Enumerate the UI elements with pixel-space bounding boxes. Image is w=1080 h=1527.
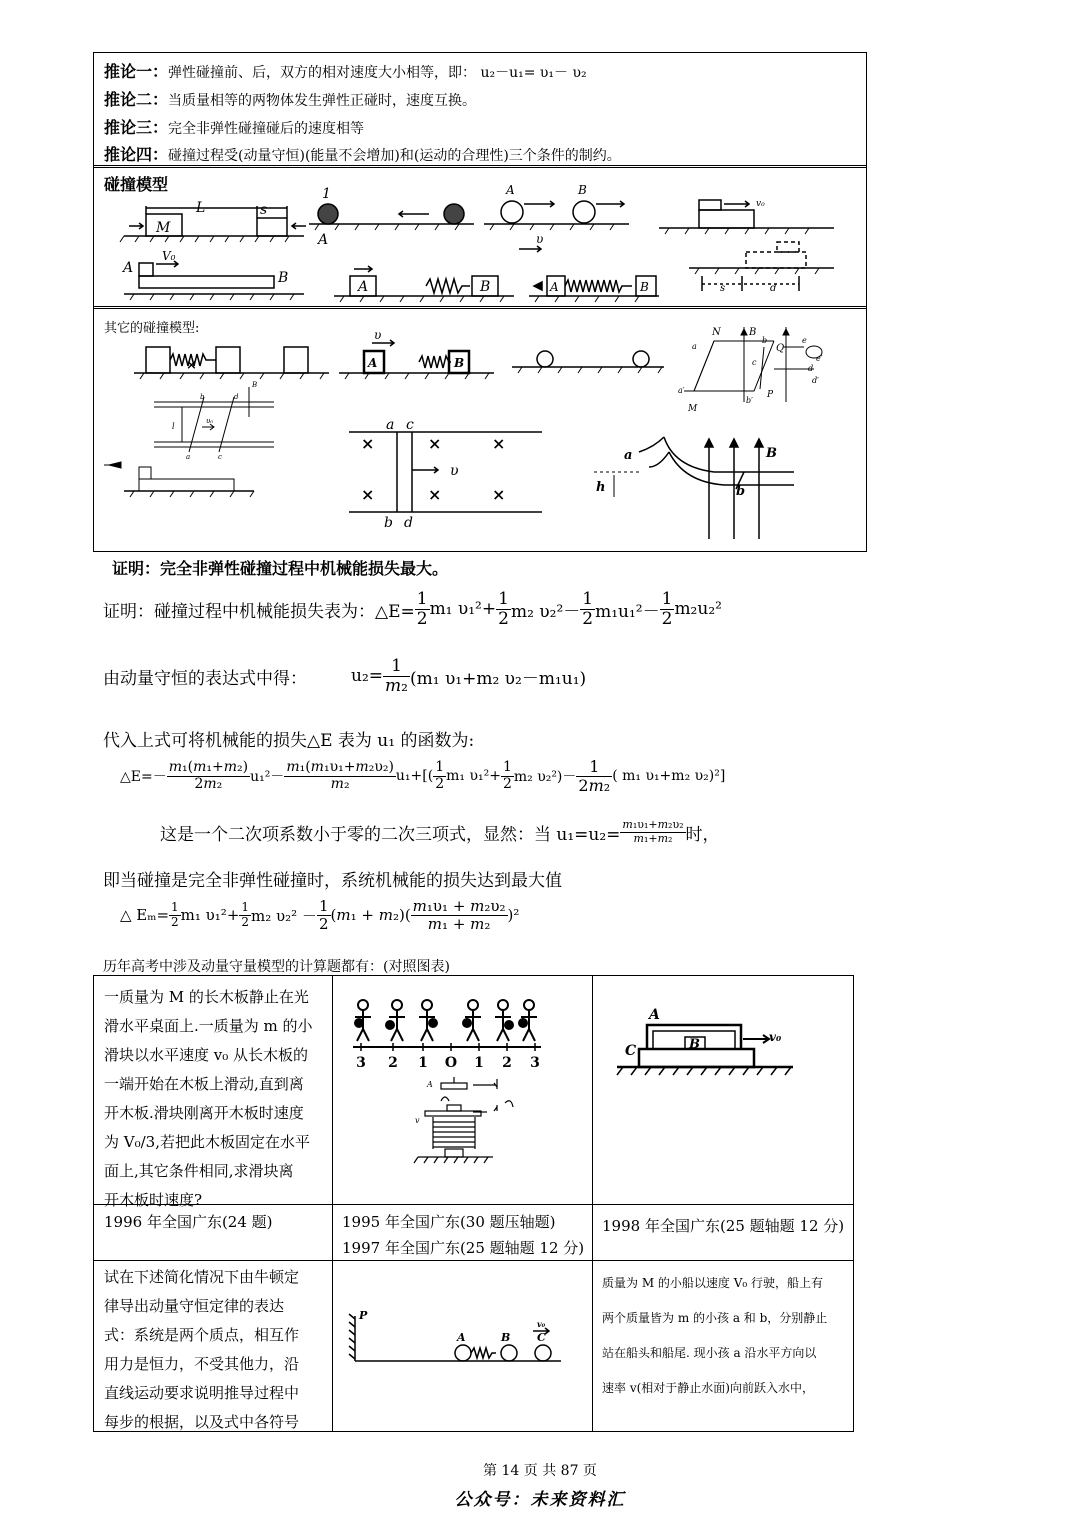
proof-line-5: 即当碰撞是完全非弹性碰撞时，系统机械能的损失达到最大值 [103,871,562,891]
om-label-e: e [802,336,807,345]
axis-label-3-left: 3 [356,1055,366,1071]
proof-line-4: 这是一个二次项系数小于零的二次三项式，显然：当 u₁=u₂= $\frac{\text{m₁υ₁+m₂υ₂}}{\text{m₁+m₂}}$ 时， [160,818,720,845]
axis-label-2-right: 2 [502,1055,512,1071]
proof-line-1: 证明：碰撞过程中机械能损失表为：△E= $\frac{1}{2}$ m₁ υ₁²+ $\frac{1}{2}$ m₂ υ₂²－ $\frac{1}{2}$ m₁u₁²－ $\frac{1}{2}$ m₂u₂² [103,588,722,629]
axis-label-2-left: 2 [388,1055,398,1071]
block-label-A: A [649,1007,660,1023]
models-title: 碰撞模型 [104,175,169,194]
om-label-c-field: c [406,417,414,433]
om-label-cc: c [218,453,222,461]
om-label-Bf: B [252,381,258,389]
q1-text: 一质量为 M 的长木板静止在光 滑水平桌面上.一质量为 m 的小 滑块以水平速度 v₀ 从长木板的 一端开始在木板上滑动,直到离 开木板.滑块刚离开木板时速度 为 V₀/3,若把此木板固定在水平 面上,其它条件相同,求滑块离 开木板时速度? [104,988,313,1209]
om-label-A: A [368,356,378,370]
model-label-s2: s [720,283,726,294]
corollary-2: 推论二：当质量相等的两物体发生弹性正碰时，速度互换。 [104,90,477,109]
track-label-C: C [537,1331,546,1344]
om-label-d-field: d [404,515,413,531]
model-label-d2: d [770,283,777,294]
svg-text:×: × [428,434,442,453]
om-label-P: P [767,390,774,400]
footer-brand: 公众号：未来资料汇 [454,1490,626,1510]
om-label-c: c [752,358,757,367]
track-label-B: B [501,1331,511,1344]
model-label-A4: A [358,279,369,295]
gaokao-table [93,975,854,1432]
proof-line-expansion: △E=－ $\frac{\text{m₁(m₁+m₂)}}{\text{2m₂}}$ u₁²－ $\frac{\text{m₁(m₁υ₁+m₂υ₂)}}{\text{m₂}}$ u₁+[( $\frac{1}{2}$ m₁ υ₁²+ $\frac{1}{2}$ m₂ υ₂²)－ $\frac{1}{\text{2m₂}}$ ( m₁ υ₁+m₂ υ₂)²] [120,756,726,795]
om-label-a-field: a [386,417,395,433]
block-label-B: B [689,1037,700,1052]
model-label-s: s [260,202,268,218]
q2-figure [333,1261,591,1431]
year-1995: 1995 年全国广东(30 题压轴题) [342,1213,556,1231]
om-label-dd: d [234,393,239,401]
om-label-B2: B [749,327,757,338]
svg-text:×: × [186,358,197,373]
om-label-d: d [808,364,814,373]
page-number: 第 14 页 共 87 页 [483,1463,597,1479]
om-label-v0: υ₀ [206,417,214,425]
svg-text:×: × [361,434,375,453]
om-label-v: υ [374,328,382,342]
om-label-B: B [454,356,465,370]
om-label-bb: b [200,393,205,401]
block-label-v0: v₀ [769,1030,782,1044]
om-label-a: a [692,342,697,351]
q2-text: 试在下述简化情况下由牛顿定 律导出动量守恒定律的表达 式：系统是两个质点，相互作 用力是恒力，不受其他力，沿 直线运动要求说明推导过程中 每步的根据，以及式中各符号 [104,1268,300,1431]
model-label-B5: B [640,280,649,294]
model-label-A5: A [550,280,559,294]
axis-label-1-right: 1 [474,1055,484,1071]
svg-text:×: × [492,485,506,504]
model-label-B4: B [480,279,491,295]
spring-label-A: A [427,1080,433,1089]
corollary-box [93,52,867,168]
model-label-B3: B [278,270,289,286]
om-label-h: h [596,480,606,495]
proof-line-6: △ Eₘ= $\frac{1}{2}$ m₁ υ₁²+ $\frac{1}{2}$ m₂ υ₂² － $\frac{1}{2}$ (m₁ + m₂)( $\frac{\text{m₁υ₁ + m₂υ₂}}{\text{m₁ + m₂}}$ )² [120,897,520,933]
om-label-B-track: B [766,446,777,461]
model-label-A3: A [123,260,134,276]
om-label-b-track: b [736,484,746,499]
om-label-a2: a′ [678,386,685,395]
model-label-1: 1 [322,186,331,202]
gaokao-caption: 历年高考中涉及动量守量模型的计算题都有：(对照图表) [103,959,450,975]
proof-line-2: 由动量守恒的表达式中得： u₂= $\frac{1}{\text{m₂}}$ (m₁ υ₁+m₂ υ₂－m₁u₁) [103,655,587,696]
corollary-4: 推论四：碰撞过程受(动量守恒)(能量不会增加)和(运动的合理性)三个条件的制约。 [104,145,621,164]
q3-figure-block [593,977,852,1203]
axis-label-origin: O [444,1055,458,1071]
corollary-1: 推论一：弹性碰撞前、后，双方的相对速度大小相等，即： u₂－u₁= υ₁－ υ₂ [104,62,587,81]
om-label-a-track: a [624,448,633,463]
om-label-e2: e′ [816,354,823,363]
model-label-A2: A [506,183,515,197]
proof-heading: 证明：完全非弹性碰撞过程中机械能损失最大。 [112,559,449,578]
model-label-A1: A [318,232,329,248]
axis-label-3-right: 3 [530,1055,540,1071]
track-label-A: A [457,1331,466,1344]
model-label-v: υ [536,232,544,246]
model-label-L: L [196,200,206,216]
year-1998: 1998 年全国广东(25 题轴题 12 分) [602,1217,845,1235]
om-label-b: b [762,336,768,345]
other-models-box [93,306,867,552]
collision-models-box [93,165,867,309]
other-models-figure [94,307,866,551]
proof-line-3: 代入上式可将机械能的损失△E 表为 u₁ 的函数为: [103,731,475,751]
model-label-v0: V₀ [162,249,176,263]
model-label-B2: B [578,183,587,197]
model-label-M: M [156,220,171,236]
track-label-v0: v₀ [537,1319,546,1329]
svg-text:×: × [361,485,375,504]
om-label-Q: Q [776,343,785,354]
year-1996: 1996 年全国广东(24 题) [104,1213,273,1231]
svg-text:×: × [492,434,506,453]
om-label-b-field: b [384,515,393,531]
other-models-title: 其它的碰撞模型: [104,321,200,336]
year-1997: 1997 年全国广东(25 题轴题 12 分) [342,1239,585,1257]
om-label-v-field: υ [450,463,459,479]
spring-label-v: v [415,1116,420,1125]
svg-text:×: × [428,485,442,504]
q1-figure [333,977,591,1203]
q3-text: 质量为 M 的小船以速度 V₀ 行驶，船上有 两个质量皆为 m 的小孩 a 和 b，分别静止 站在船头和船尾. 现小孩 a 沿水平方向以 速率 v(相对于静止水面)向前跃入水中， [602,1276,828,1395]
block-label-C: C [625,1043,637,1059]
axis-label-1-left: 1 [418,1055,428,1071]
model-label-v0-top: v₀ [756,199,765,209]
om-label-b2: b′ [746,396,753,405]
om-label-N: N [712,327,721,338]
corollary-3: 推论三：完全非弹性碰撞碰后的速度相等 [104,118,365,137]
om-label-ac: a [186,453,191,461]
collision-models-figure [94,166,866,308]
track-label-P: P [359,1309,368,1322]
om-label-l: l [172,422,175,431]
om-label-d2: d′ [812,376,819,385]
om-label-M: M [688,404,698,414]
